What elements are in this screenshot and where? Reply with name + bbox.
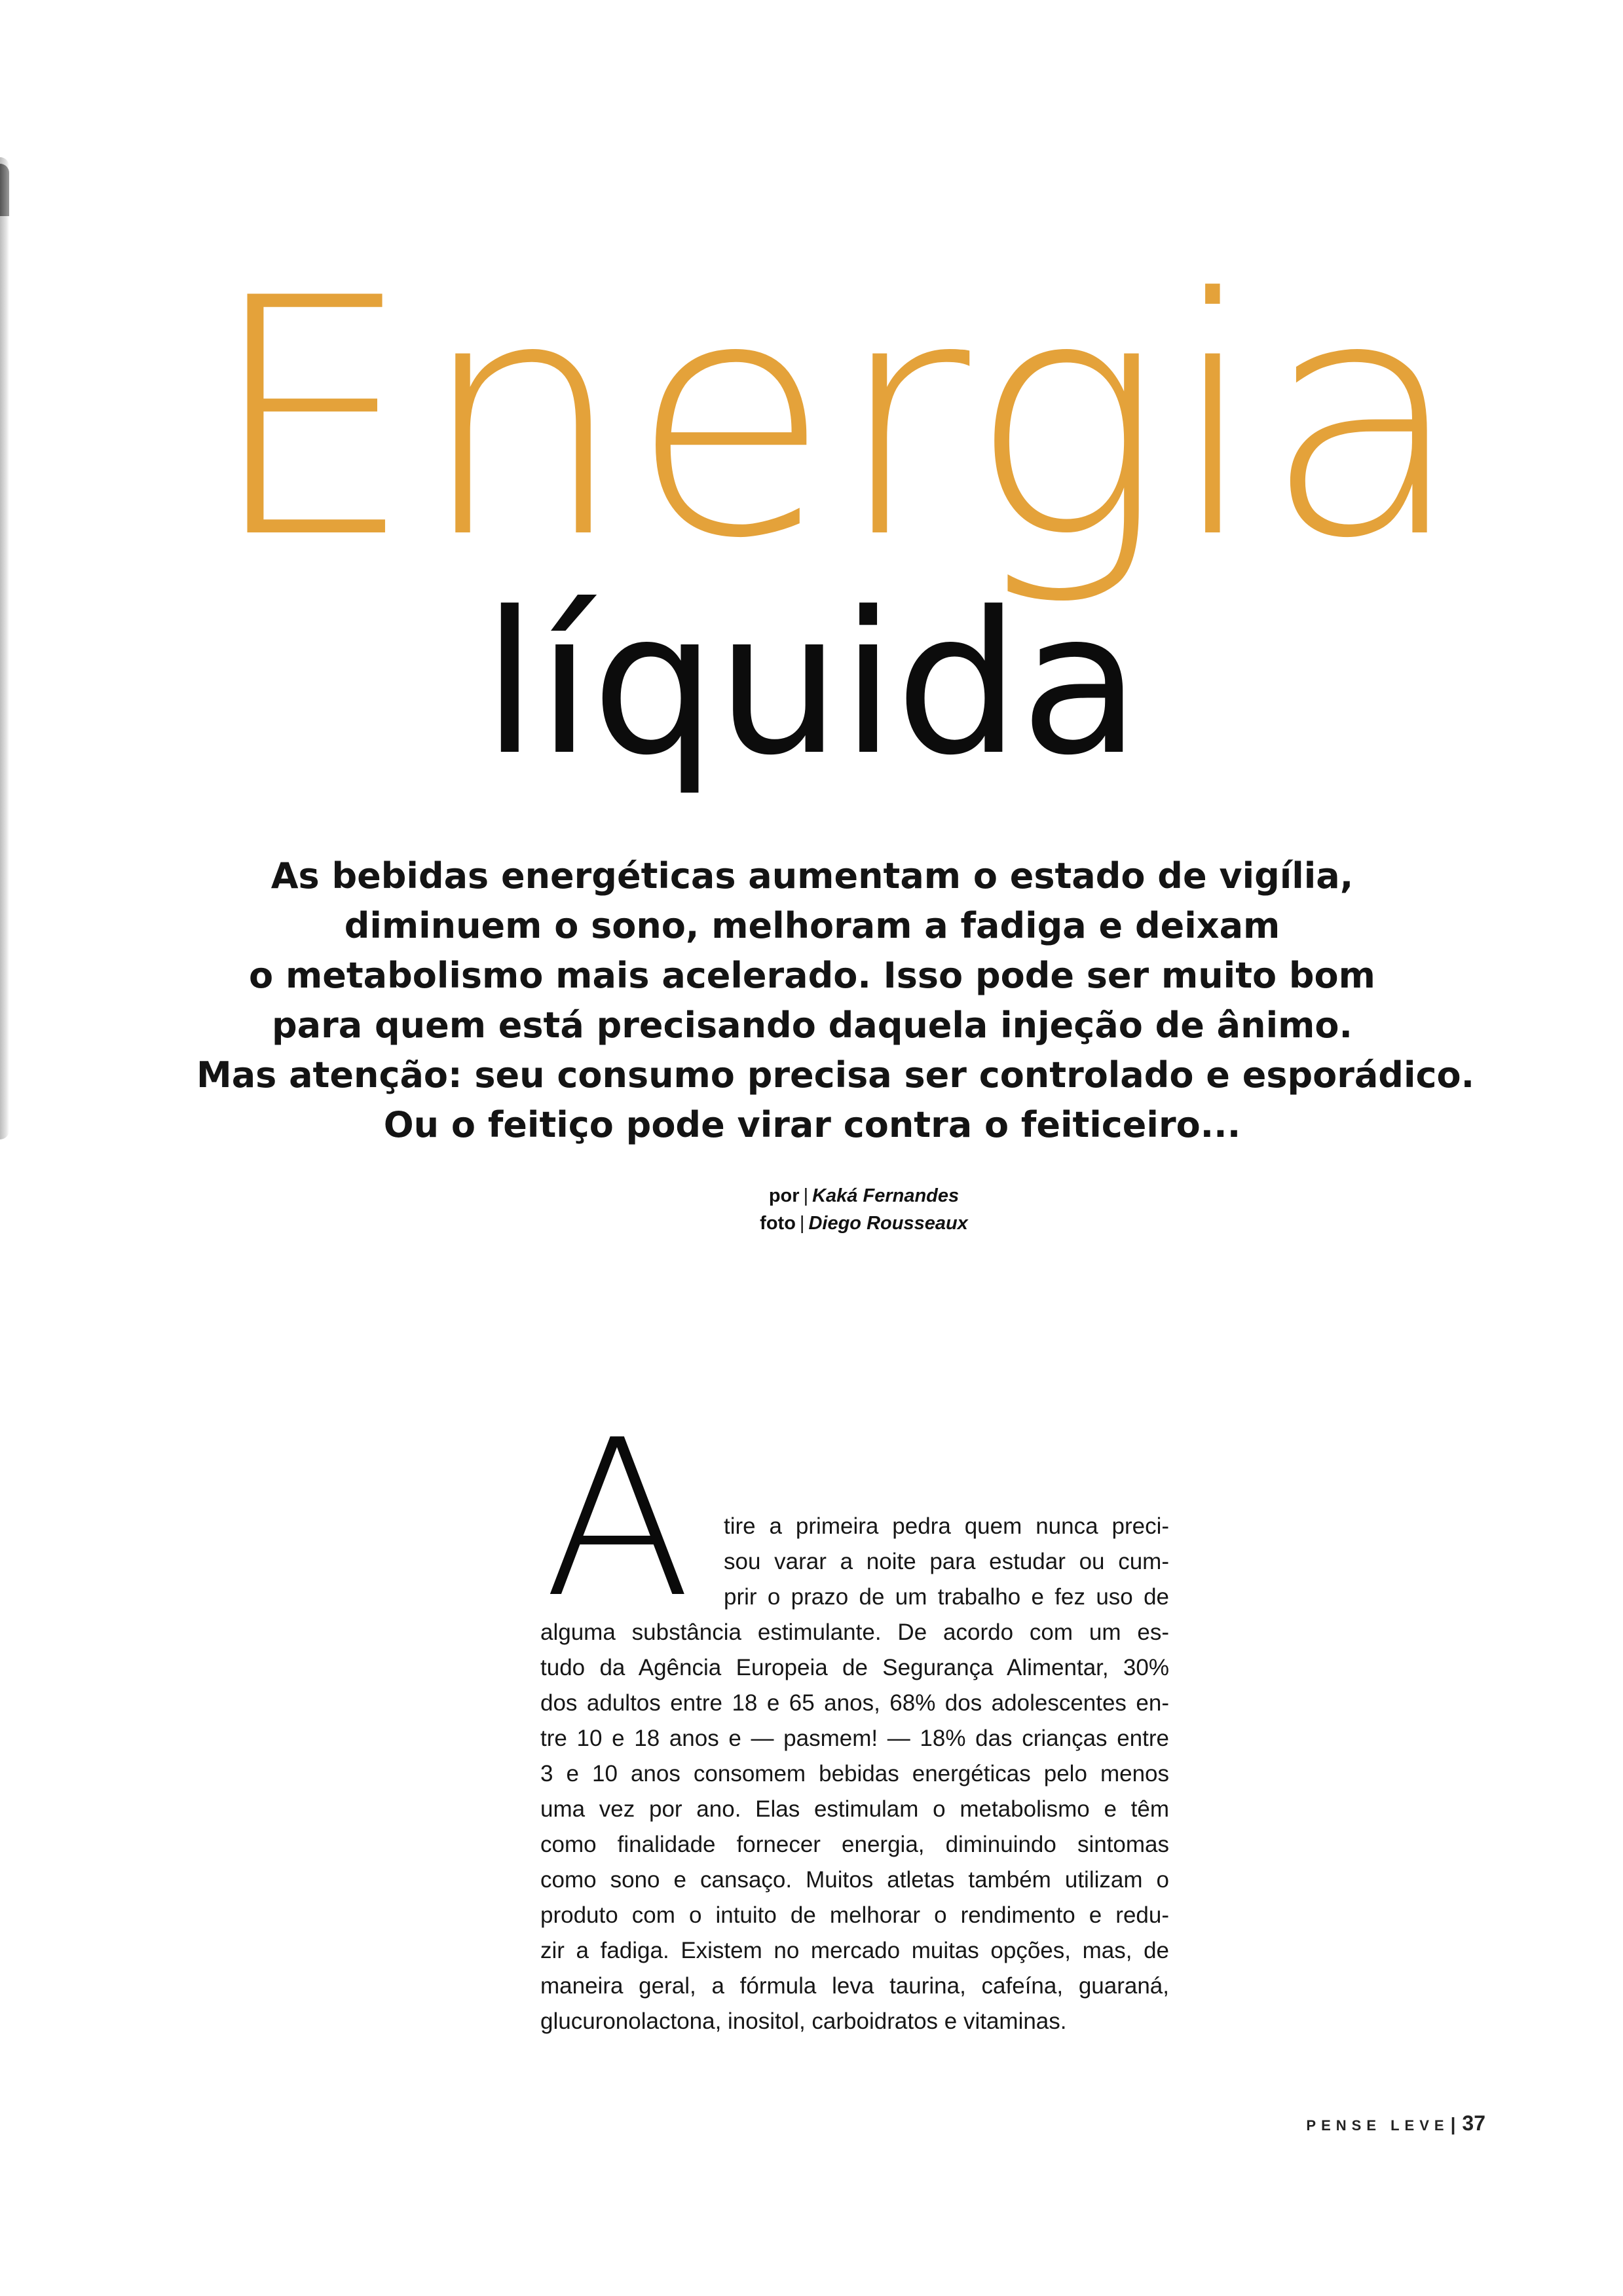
article-lead (196, 851, 1475, 1150)
photo-credit (52, 1210, 1623, 1237)
credit-separator: | (803, 1185, 809, 1206)
lead-line: As bebidas energéticas aumentam o estado de vigília, (270, 855, 1354, 897)
body-line: alguma substância estimulante. De acordo com um es- (540, 1620, 1169, 1645)
author-credit (52, 1182, 1623, 1210)
body-line: como finalidade fornecer energia, diminuindo sintomas (540, 1832, 1169, 1857)
magazine-name: PENSE LEVE (1306, 2117, 1449, 2134)
body-line: tudo da Agência Europeia de Segurança Alimentar, 30% (540, 1655, 1169, 1680)
page-binding-shadow (0, 164, 9, 216)
footer-separator: | (1450, 2114, 1456, 2134)
body-line: 3 e 10 anos consomem bebidas energéticas pelo menos (540, 1761, 1169, 1787)
lead-line: para quem está precisando daquela injeção de ânimo. (272, 1005, 1352, 1046)
body-line: zir a fadiga. Existem no mercado muitas opções, mas, de (540, 1938, 1169, 1963)
body-line: tre 10 e 18 anos e — pasmem! — 18% das crianças entre (540, 1726, 1169, 1751)
author-label: por (768, 1185, 800, 1206)
body-line: sou varar a noite para estudar ou cum- (724, 1549, 1169, 1574)
body-line: prir o prazo de um trabalho e fez uso de (724, 1584, 1169, 1610)
lead-line: Ou o feitiço pode virar contra o feiticeiro... (383, 1104, 1241, 1145)
lead-line: Mas atenção: seu consumo precisa ser controlado e esporádico. (196, 1054, 1475, 1096)
lead-line: o metabolismo mais acelerado. Isso pode ser muito bom (249, 955, 1375, 996)
page-number: 37 (1462, 2111, 1485, 2135)
photo-label: foto (760, 1213, 796, 1234)
body-line: glucuronolactona, inositol, carboidratos e vitaminas. (540, 2009, 1067, 2034)
body-line: maneira geral, a fórmula leva taurina, cafeína, guaraná, (540, 1973, 1169, 1999)
page-footer (1306, 2110, 1485, 2139)
body-line: produto com o intuito de melhorar o rendimento e redu- (540, 1902, 1169, 1928)
body-line: como sono e cansaço. Muitos atletas também utilizam o (540, 1867, 1169, 1893)
article-credits (52, 1182, 1623, 1237)
author-name: Kaká Fernandes (812, 1185, 960, 1206)
article-title-line-2: líquida (482, 570, 1141, 798)
article-title-line-1: Energia (207, 229, 1468, 610)
body-line: tire a primeira pedra quem nunca preci- (724, 1513, 1169, 1539)
body-line: dos adultos entre 18 e 65 anos, 68% dos adolescentes en- (540, 1690, 1169, 1716)
drop-cap: A (544, 1394, 692, 1645)
body-line: uma vez por ano. Elas estimulam o metabolismo e têm (540, 1796, 1169, 1822)
lead-line: diminuem o sono, melhoram a fadiga e deixam (344, 905, 1280, 946)
article-body (540, 1509, 1169, 2039)
photographer-name: Diego Rousseaux (808, 1213, 968, 1234)
credit-separator: | (799, 1213, 805, 1234)
